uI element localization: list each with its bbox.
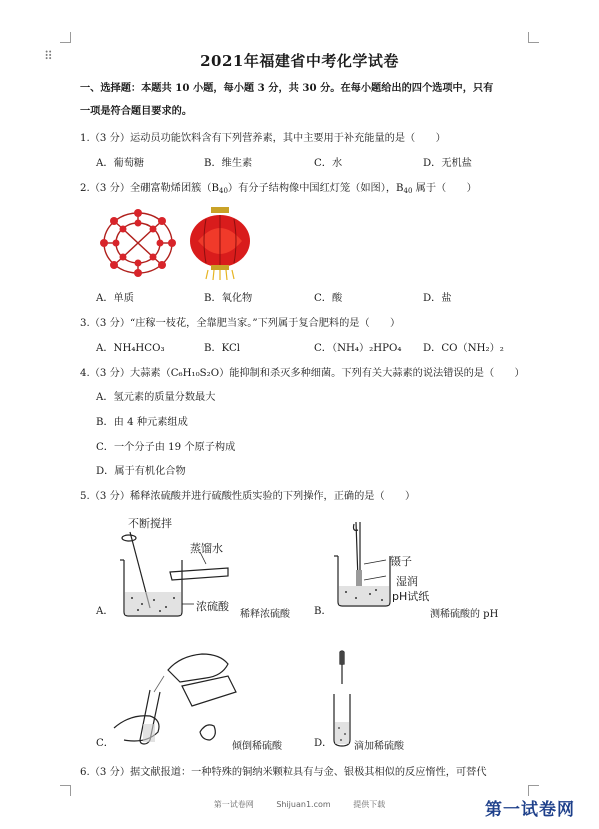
q5-caption-d: 滴加稀硫酸 <box>354 741 404 752</box>
q3-option-a: A．NH₄HCO₃ <box>96 343 165 354</box>
section-heading-line1: 一、选择题：本题共 10 小题，每小题 3 分，共 30 分。在每小题给出的四个选项中，只有 <box>80 82 494 94</box>
q6-stem: 6.（3 分）据文献报道：一种特殊的铜纳米颗粒具有与金、银极其相似的反应惰性，可替代 <box>80 767 487 778</box>
watermark-logo: 第一试卷网 <box>485 800 575 820</box>
label-concentrated-acid: 浓硫酸 <box>196 600 229 613</box>
q5-caption-a: 稀释浓硫酸 <box>240 609 290 620</box>
q5-option-b: B． <box>314 606 332 617</box>
q5-stem: 5.（3 分）稀释浓硫酸并进行硫酸性质实验的下列操作，正确的是（ ） <box>80 491 416 502</box>
q2-stem-sub2: 40 <box>403 187 413 195</box>
margin-corner-top-left <box>60 32 71 43</box>
q5-option-a: A． <box>96 606 114 617</box>
q5-option-d: D． <box>314 738 333 749</box>
drag-handle-icon[interactable]: ⠿ <box>44 49 52 63</box>
q3-option-c: C．（NH₄）₂HPO₄ <box>314 343 402 354</box>
q1-option-a: A．葡萄糖 <box>96 158 145 169</box>
q2-stem <box>80 182 477 198</box>
label-ph-paper: pH试纸 <box>392 590 430 603</box>
q2-stem-sub: 40 <box>219 187 228 195</box>
page-title: 2021年福建省中考化学试卷 <box>200 52 399 70</box>
q3-stem: 3.（3 分）“庄稼一枝花，全靠肥当家。”下列属于复合肥料的是（ ） <box>80 318 401 329</box>
q1-option-d: D．无机盐 <box>423 158 472 169</box>
footer-site-name: 第一试卷网 <box>213 800 254 809</box>
dropper-image <box>330 650 354 750</box>
q2-option-b: B．氧化物 <box>204 293 253 304</box>
q2-option-d: D．盐 <box>423 293 452 304</box>
label-distilled-water: 蒸馏水 <box>190 542 223 555</box>
q1-option-c: C．水 <box>314 158 343 169</box>
q4-option-d: D．属于有机化合物 <box>96 466 186 477</box>
pouring-acid-image <box>110 636 250 748</box>
q2-option-a: A．单质 <box>96 293 134 304</box>
q2-stem-post: 属于（ ） <box>412 183 477 194</box>
label-tweezers: 镊子 <box>390 555 412 568</box>
footer-download-text: 提供下载 <box>353 800 386 809</box>
q5-caption-c: 倾倒稀硫酸 <box>232 741 282 752</box>
q4-option-a: A．氢元素的质量分数最大 <box>96 392 216 403</box>
footer-site-url[interactable]: Shijuan1.com <box>276 800 331 809</box>
q2-stem-pre: 2.（3 分）全硼富勒烯团簇（B <box>80 183 219 194</box>
borospherene-cluster-image <box>96 207 180 279</box>
q3-option-d: D．CO（NH₂）₂ <box>423 343 504 354</box>
section-heading-line2: 一项是符合题目要求的。 <box>80 105 193 117</box>
q4-stem: 4.（3 分）大蒜素（C₆H₁₀S₂O）能抑制和杀灭多种细菌。下列有关大蒜素的说法错误的是（ ） <box>80 368 525 379</box>
q1-option-b: B．维生素 <box>204 158 253 169</box>
q1-stem: 1.（3 分）运动员功能饮料含有下列营养素，其中主要用于补充能量的是（ ） <box>80 133 446 144</box>
q5-caption-b: 测稀硫酸的 pH <box>430 609 499 620</box>
q2-stem-mid: ）有分子结构像中国红灯笼（如图），B <box>227 183 404 194</box>
q5-option-c: C． <box>96 738 114 749</box>
margin-corner-bottom-left <box>60 785 71 796</box>
q2-option-c: C．酸 <box>314 293 343 304</box>
red-lantern-image <box>184 205 256 281</box>
q3-option-b: B．KCl <box>204 343 241 354</box>
q4-option-b: B．由 4 种元素组成 <box>96 417 188 428</box>
label-wet: 湿润 <box>396 575 418 588</box>
q4-option-c: C．一个分子由 19 个原子构成 <box>96 442 236 453</box>
margin-corner-top-right <box>528 32 539 43</box>
label-stir: 不断搅拌 <box>128 517 172 530</box>
